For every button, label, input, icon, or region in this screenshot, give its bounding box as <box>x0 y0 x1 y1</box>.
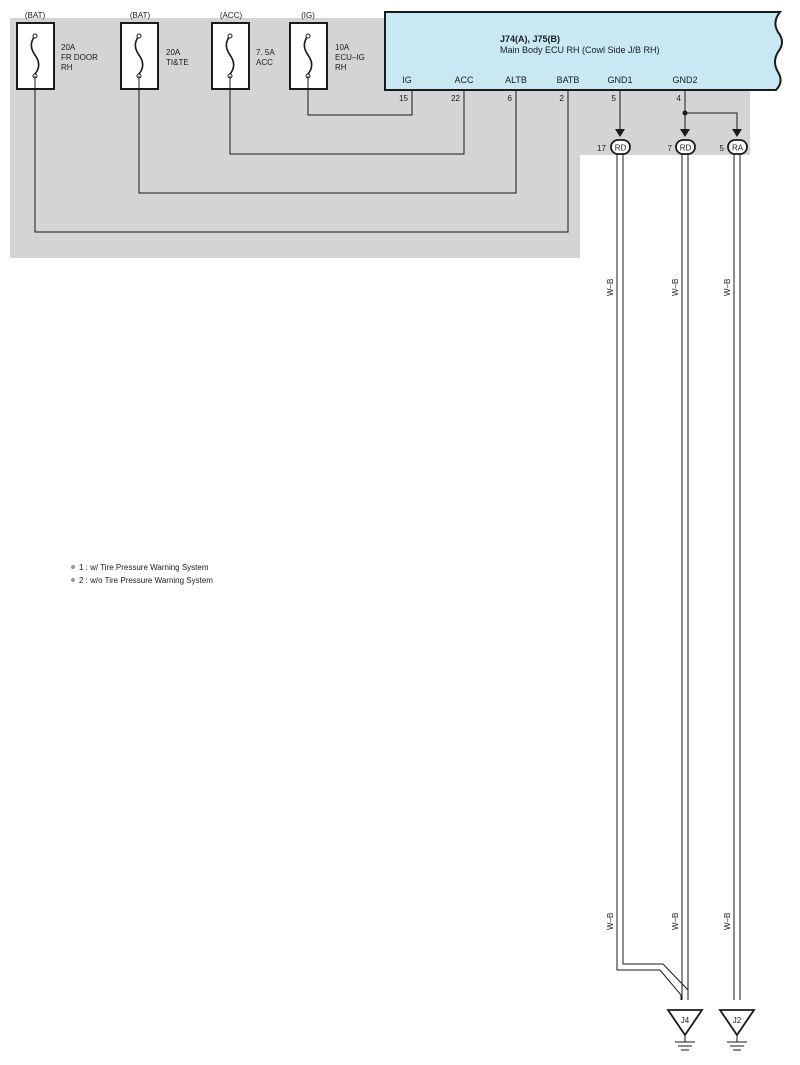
ecu-subtitle: Main Body ECU RH (Cowl Side J/B RH) <box>500 45 660 55</box>
fuse-name-2: RH <box>335 63 347 72</box>
fuse-name: ECU–IG <box>335 53 365 62</box>
fuse-source: (IG) <box>301 11 315 20</box>
fuse-rating: 10A <box>335 43 350 52</box>
fuse-name-2: RH <box>61 63 73 72</box>
terminal-gnd1: GND1 <box>607 75 633 85</box>
wire-color-label: W–B <box>723 278 732 296</box>
junction-code: RD <box>679 143 692 153</box>
pin-acc: 22 <box>451 94 460 103</box>
fuse-source: (BAT) <box>129 11 151 20</box>
pin-gnd2: 4 <box>676 94 681 103</box>
terminal-batb: BATB <box>556 75 580 85</box>
terminal-ig: IG <box>402 75 412 85</box>
fuse-rating: 7. 5A <box>256 48 275 57</box>
fuse-name: ACC <box>256 58 273 67</box>
pin-batb: 2 <box>559 94 564 103</box>
terminal-altb: ALTB <box>505 75 527 85</box>
splice-point <box>683 111 688 116</box>
wire-color-label: W–B <box>671 278 680 296</box>
pin-gnd1: 5 <box>611 94 616 103</box>
ground-j2 <box>720 1010 754 1050</box>
fuse-source: (BAT) <box>24 11 46 20</box>
wire-color-label: W–B <box>671 912 680 930</box>
junction-pin: 7 <box>667 144 672 153</box>
note-2: 2 : w/o Tire Pressure Warning System <box>79 576 213 585</box>
pin-altb: 6 <box>507 94 512 103</box>
ground-label: J4 <box>680 1016 690 1025</box>
terminal-acc: ACC <box>454 75 474 85</box>
wire-color-label: W–B <box>606 278 615 296</box>
fuse-rating: 20A <box>61 43 76 52</box>
pin-ig: 15 <box>399 94 408 103</box>
junction-code: RD <box>614 143 627 153</box>
fuse-name: TI&TE <box>166 58 189 67</box>
junction-pin: 5 <box>719 144 724 153</box>
junction-pin: 17 <box>597 144 606 153</box>
terminal-gnd2: GND2 <box>672 75 698 85</box>
ground-j4 <box>668 1010 702 1050</box>
fuse-source: (ACC) <box>219 11 243 20</box>
ecu-title: J74(A), J75(B) <box>500 34 561 44</box>
wire-color-label: W–B <box>723 912 732 930</box>
fuse-name: FR DOOR <box>61 53 98 62</box>
ground-label: J2 <box>732 1016 742 1025</box>
wire-color-label: W–B <box>606 912 615 930</box>
junction-code: RA <box>731 143 744 153</box>
fuse-rating: 20A <box>166 48 181 57</box>
notes-legend <box>71 563 213 585</box>
note-1: 1 : w/ Tire Pressure Warning System <box>79 563 209 572</box>
